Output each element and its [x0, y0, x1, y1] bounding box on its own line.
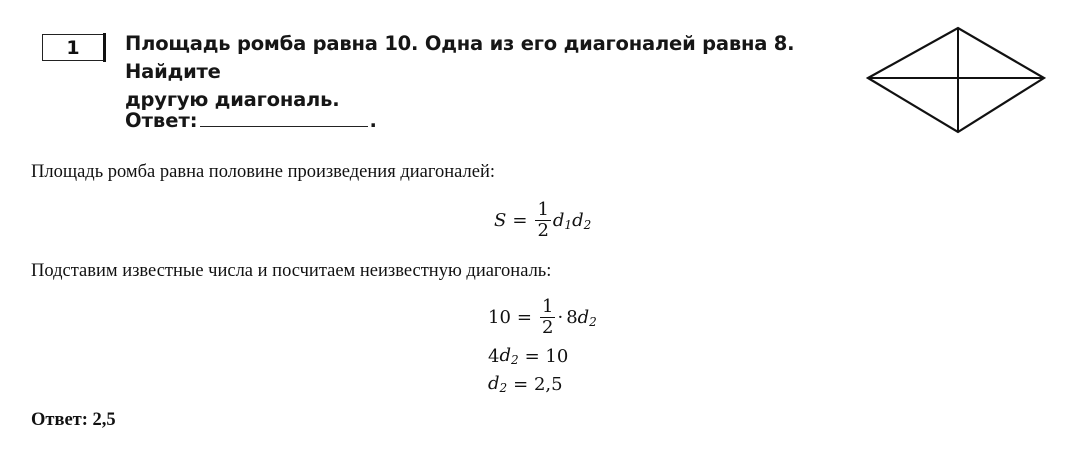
formula-d1 [553, 210, 572, 232]
eq1-d2 [578, 307, 597, 329]
answer-label: Ответ: [125, 109, 198, 132]
eq3-d2-letter: d [488, 373, 500, 394]
answer-field [125, 106, 377, 132]
eq1-coefficient: 8 [566, 307, 578, 328]
eq3-d2-subscript: 2 [499, 381, 508, 395]
eq1-d2-subscript: 2 [589, 314, 597, 329]
formula-equals: = [512, 210, 528, 231]
equation-1 [488, 297, 597, 338]
eq2-d2-subscript: 2 [510, 353, 519, 367]
formula-d2-letter: d [572, 209, 584, 231]
eq2-d2 [499, 345, 518, 367]
answer-period: . [369, 109, 377, 132]
formula-d2-subscript: 2 [583, 217, 592, 232]
area-formula [494, 200, 591, 241]
eq1-fraction-denominator: 2 [542, 317, 554, 338]
solution-intro: Площадь ромба равна половине произведения диагоналей: [31, 162, 495, 182]
problem-text-line-2: другую диагональ. [125, 88, 340, 111]
problem-number: 1 [66, 36, 80, 59]
rhombus-figure [866, 26, 1046, 134]
eq2-rhs: = 10 [524, 345, 569, 367]
equation-3 [488, 373, 563, 395]
eq2-coefficient: 4 [488, 345, 500, 367]
eq3-rhs: = 2,5 [513, 373, 563, 395]
eq1-lhs: 10 [488, 307, 511, 328]
eq1-equals: = [516, 307, 532, 328]
eq1-multiply: · [557, 307, 564, 328]
formula-d2 [572, 210, 591, 232]
eq1-fraction [540, 297, 555, 338]
eq1-d2-letter: d [577, 306, 590, 328]
formula-d1-subscript: 1 [564, 217, 573, 232]
formula-fraction-denominator: 2 [537, 220, 549, 241]
formula-fraction-numerator: 1 [537, 199, 549, 220]
formula-d1-letter: d [552, 209, 565, 231]
problem-number-box [42, 34, 104, 61]
eq1-fraction-numerator: 1 [542, 296, 554, 317]
equation-2 [488, 345, 568, 367]
answer-blank-line [200, 106, 368, 127]
problem-text-line-1: Площадь ромба равна 10. Одна из его диагоналей равна 8. Найдите [125, 32, 795, 83]
problem-statement [125, 30, 845, 114]
solution-step-text: Подставим известные числа и посчитаем неизвестную диагональ: [31, 261, 552, 281]
eq2-d2-letter: d [499, 345, 511, 366]
final-answer: Ответ: 2,5 [31, 410, 116, 430]
formula-lhs: S [494, 210, 507, 231]
eq3-d2 [488, 373, 507, 395]
rhombus-outline [868, 28, 1044, 132]
formula-fraction [535, 200, 550, 241]
